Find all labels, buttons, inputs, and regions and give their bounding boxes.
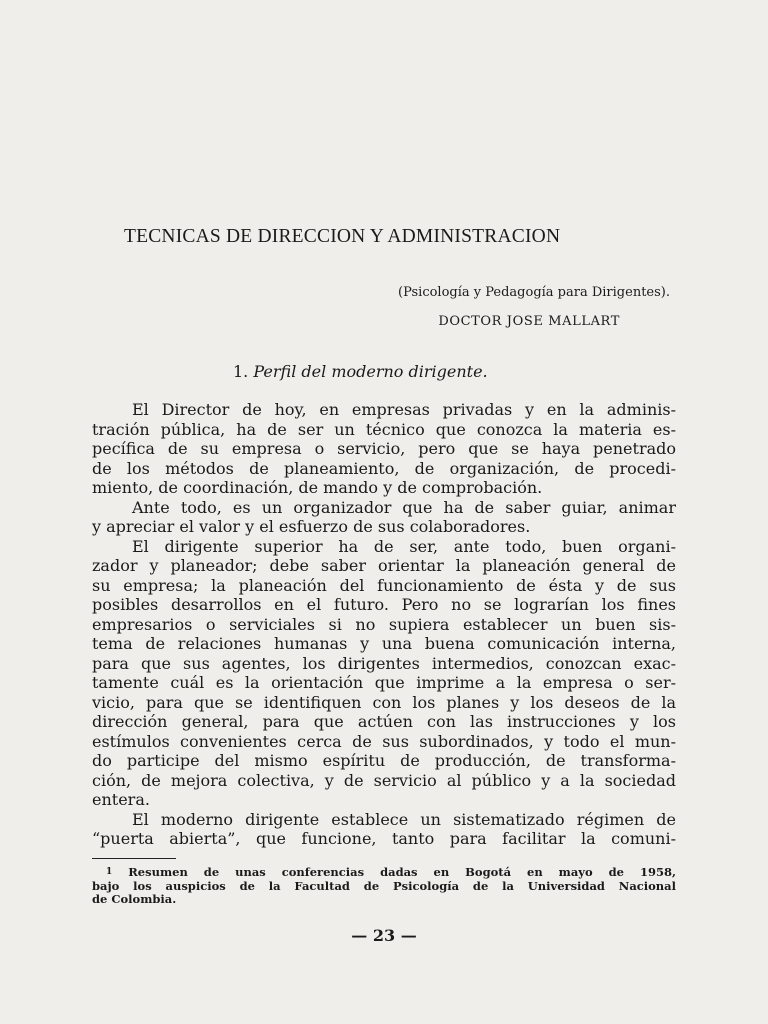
footnote-divider	[92, 858, 176, 859]
body-line: posibles desarrollos en el futuro. Pero no se lograrían los fines	[92, 595, 676, 614]
footnote-line	[92, 866, 676, 880]
footnote-text: Resumen de unas conferencias dadas en Bogotá en mayo de 1958,	[128, 866, 676, 879]
body-line: dirección general, para que actúen con las instrucciones y los	[92, 712, 676, 731]
body-line: su empresa; la planeación del funcionamiento de ésta y de sus	[92, 575, 676, 595]
section-number: 1.	[233, 362, 249, 381]
body-line: El Director de hoy, en empresas privadas y en la adminis-	[132, 400, 676, 419]
footnote	[92, 866, 676, 907]
footnote-line: bajo los auspicios de la Facultad de Psicología de la Universidad Nacional	[92, 879, 676, 893]
body-line: estímulos convenientes cerca de sus subordinados, y todo el mun-	[92, 731, 676, 751]
article-author: DOCTOR JOSE MALLART	[438, 314, 620, 329]
body-text	[92, 400, 676, 849]
body-line: pecífica de su empresa o servicio, pero que se haya penetrado	[92, 439, 676, 458]
article-subtitle: (Psicología y Pedagogía para Dirigentes).	[398, 285, 670, 300]
body-line: El dirigente superior ha de ser, ante todo, buen organi-	[132, 536, 676, 556]
body-line: El moderno dirigente establece un sistematizado régimen de	[132, 809, 676, 829]
footnote-marker: 1	[106, 867, 113, 877]
body-line: de los métodos de planeamiento, de organización, de procedi-	[92, 458, 676, 478]
body-line: do participe del mismo espíritu de producción, de transforma-	[92, 751, 676, 770]
body-line: Ante todo, es un organizador que ha de saber guiar, animar	[132, 497, 676, 517]
body-line: zador y planeador; debe saber orientar la planeación general de	[92, 556, 676, 575]
body-line: miento, de coordinación, de mando y de comprobación.	[92, 478, 543, 497]
body-line: tración pública, ha de ser un técnico que conozca la materia es-	[92, 419, 676, 439]
body-line: empresarios o serviciales si no supiera establecer un buen sis-	[92, 614, 676, 634]
body-line: ción, de mejora colectiva, y de servicio al público y a la sociedad	[92, 770, 676, 790]
body-line: y apreciar el valor y el esfuerzo de sus colaboradores.	[92, 517, 531, 536]
body-line: tamente cuál es la orientación que imprime a la empresa o ser-	[92, 673, 676, 692]
article-title: TECNICAS DE DIRECCION Y ADMINISTRACION	[124, 226, 561, 247]
body-line: tema de relaciones humanas y una buena comunicación interna,	[92, 634, 676, 653]
page-number: — 23 —	[351, 926, 417, 945]
body-line: “puerta abierta”, que funcione, tanto para facilitar la comuni-	[92, 829, 676, 848]
section-title: Perfil del moderno dirigente.	[253, 362, 488, 381]
footnote-line: de Colombia.	[92, 893, 177, 906]
section-heading	[233, 362, 488, 381]
body-line: entera.	[92, 790, 150, 809]
body-line: para que sus agentes, los dirigentes intermedios, conozcan exac-	[92, 653, 676, 673]
body-line: vicio, para que se identifiquen con los planes y los deseos de la	[92, 692, 676, 712]
